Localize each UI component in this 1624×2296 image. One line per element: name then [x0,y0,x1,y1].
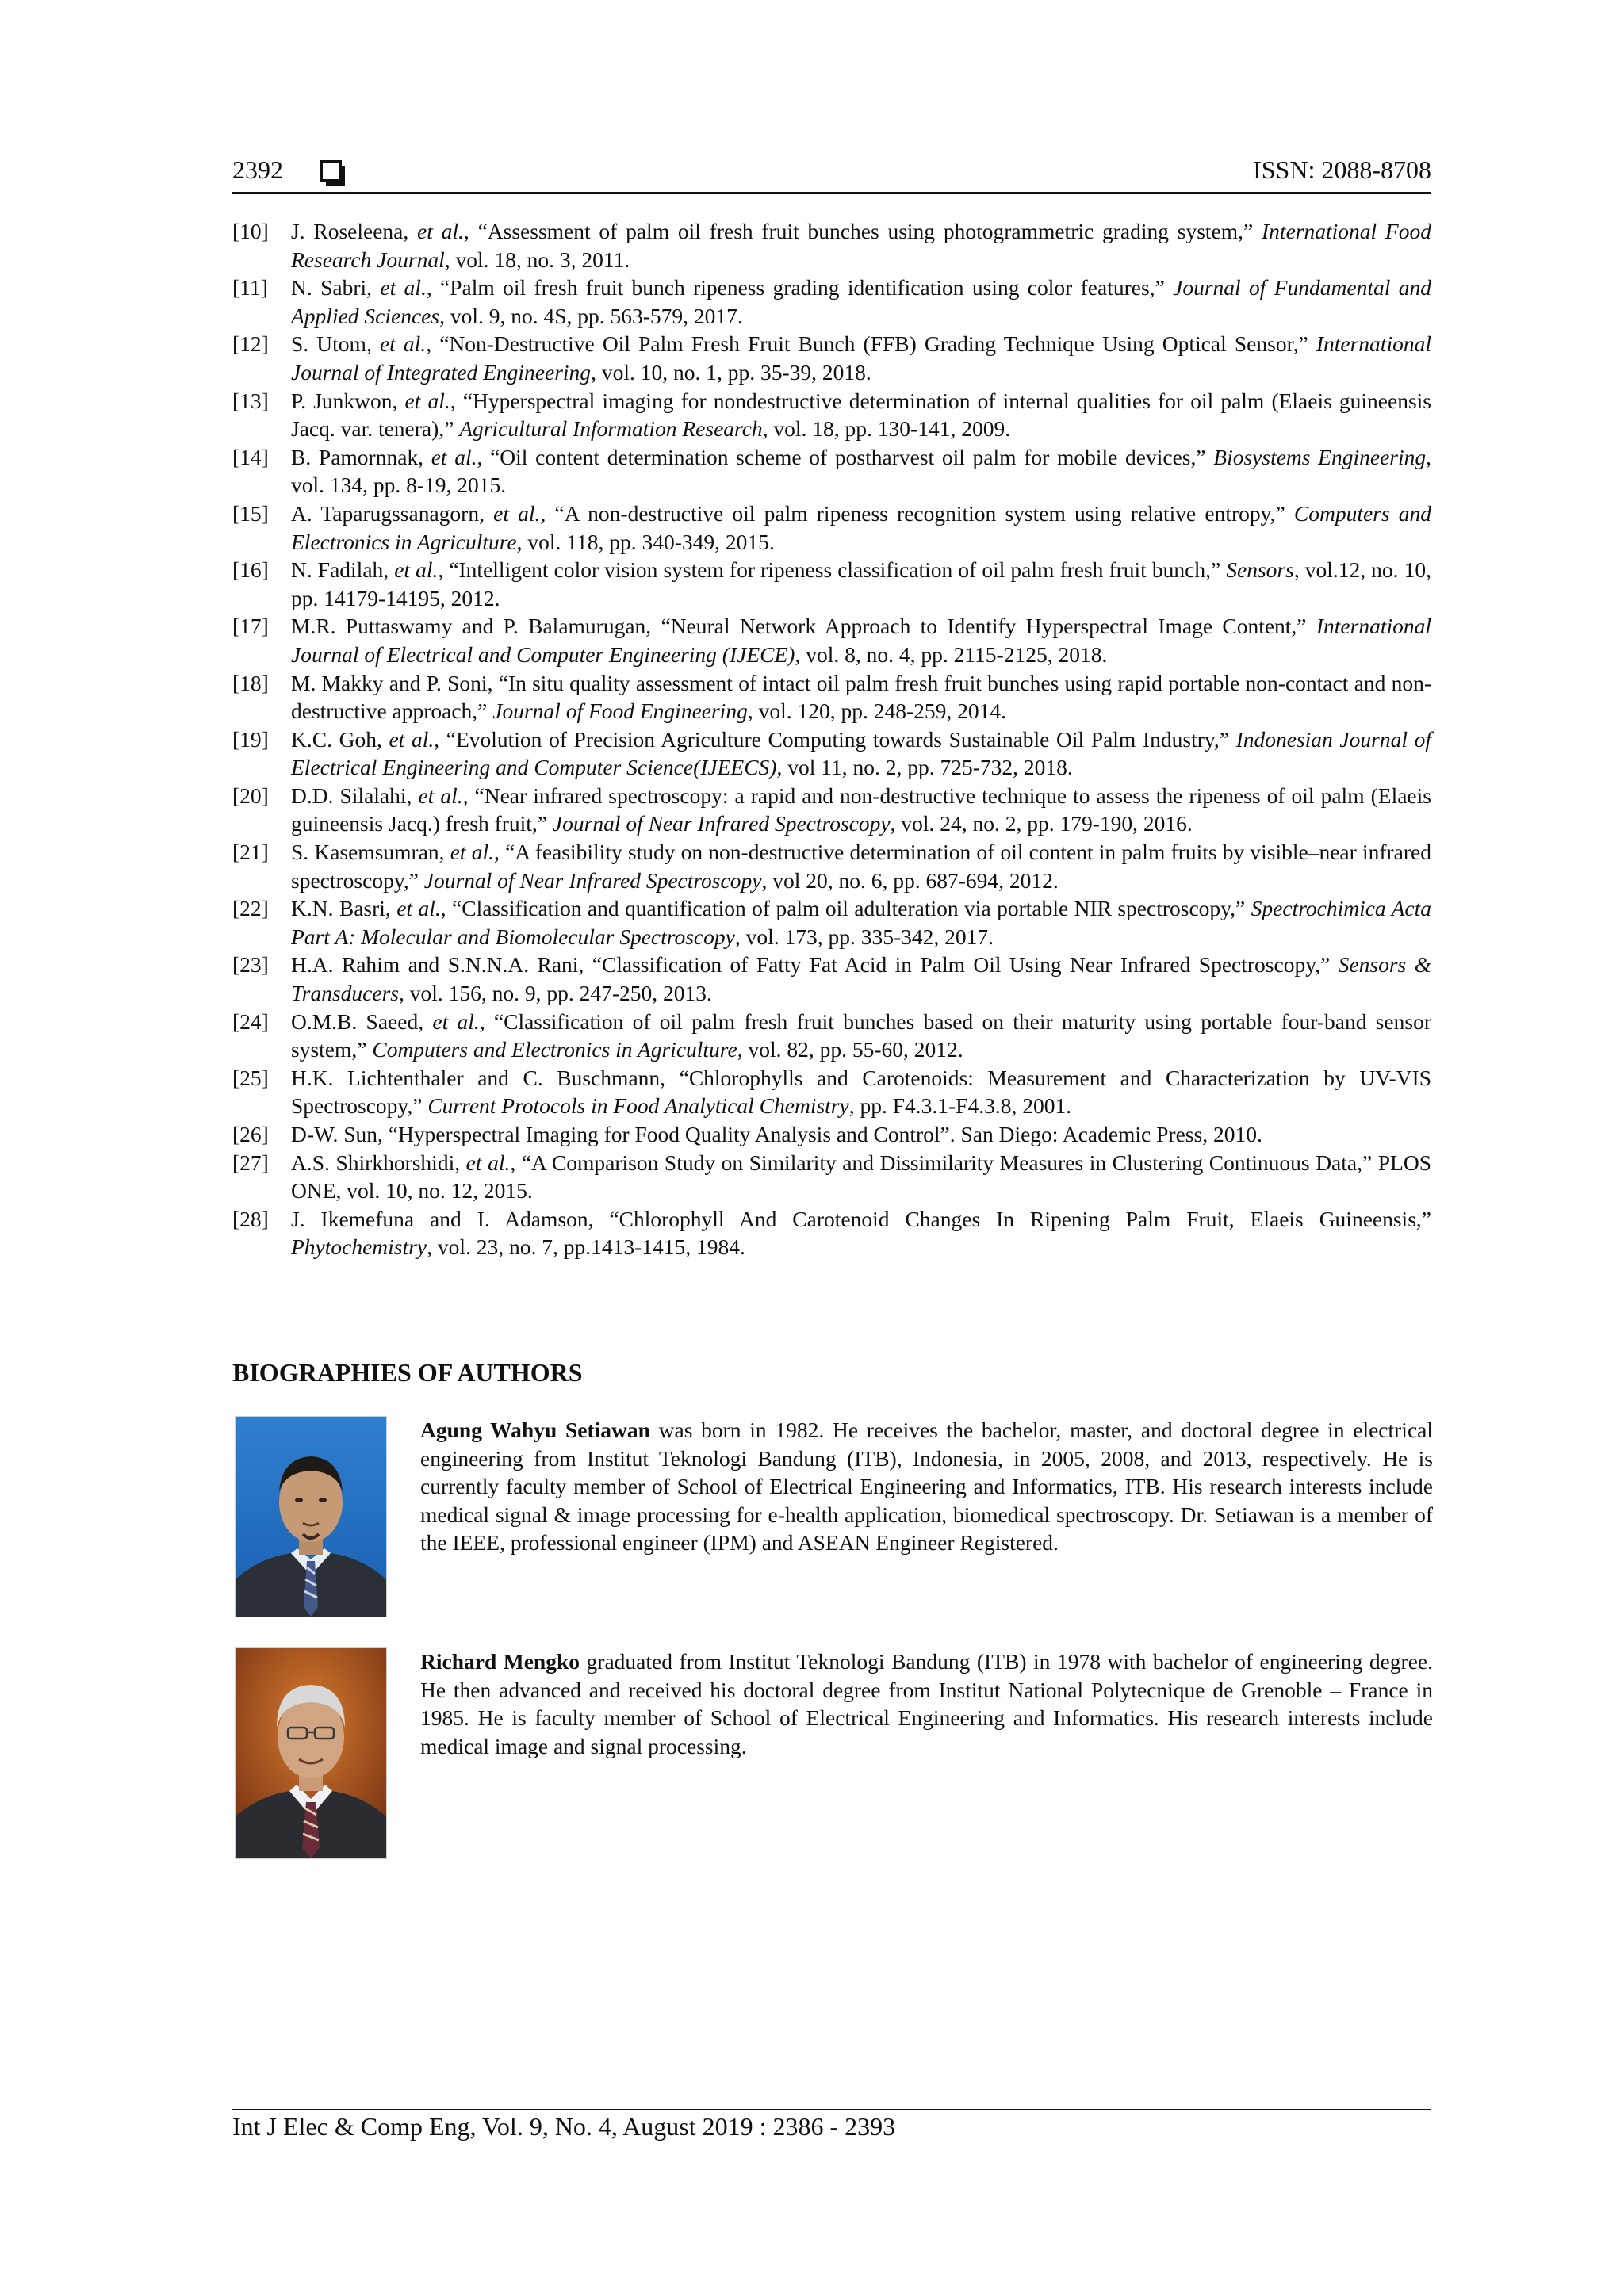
reference-list [232,217,1431,1261]
reference-number: [19] [232,726,269,752]
reference-number: [20] [232,783,269,808]
reference-number: [25] [232,1065,269,1090]
reference-text: M.R. Puttaswamy and P. Balamurugan, “Neural Network Approach to Identify Hyperspectral Image Content,” International Journal of Electrical and Computer Engineering (IJECE), vol. 8, no. 4, pp. 2115-2125, 2018. [291,614,1431,667]
reference-item [232,838,1431,894]
page-header [232,155,1431,193]
page-footer: Int J Elec & Comp Eng, Vol. 9, No. 4, August 2019 : 2386 - 2393 [232,2112,896,2141]
reference-number: [27] [232,1150,269,1175]
reference-item [232,612,1431,668]
reference-item [232,556,1431,612]
author-photo-mengko [235,1647,387,1859]
reference-item [232,894,1431,951]
reference-text: N. Fadilah, et al., “Intelligent color vision system for ripeness classification of oil palm fresh fruit bunch,” Sensors, vol.12, no. 10, pp. 14179-14195, 2012. [291,557,1431,610]
reference-item [232,951,1431,1007]
footer-rule [232,2109,1431,2110]
reference-number: [26] [232,1122,269,1146]
square-bullet-icon [320,160,342,182]
reference-number: [24] [232,1008,269,1034]
issn-label: ISSN: 2088-8708 [1253,155,1431,184]
reference-number: [10] [232,219,269,243]
author-bio-body: graduated from Institut Teknologi Bandung (ITB) in 1978 with bachelor of engineering degree. He then advanced and received his doctoral degree from Institut National Polytecnique de Grenoble – France in 1985. He is faculty member of School of Electrical Engineering and Informatics. His research interests include medical image and signal processing. [420,1649,1433,1758]
reference-number: [16] [232,557,269,583]
reference-text: D-W. Sun, “Hyperspectral Imaging for Food Quality Analysis and Control”. San Diego: Academic Press, 2010. [291,1122,1262,1146]
reference-text: A. Taparugssanagorn, et al., “A non-destructive oil palm ripeness recognition system using relative entropy,” Computers and Electronics in Agriculture, vol. 118, pp. 340-349, 2015. [291,500,1431,554]
reference-item [232,387,1431,443]
author-bio-2 [235,1647,1436,1862]
page-number: 2392 [232,155,283,184]
reference-item [232,1149,1431,1205]
reference-text: K.N. Basri, et al., “Classification and quantification of palm oil adulteration via portable NIR spectroscopy,” Spectrochimica Acta Part A: Molecular and Biomolecular Spectroscopy, vol. 173, pp. 335-342, 2017. [291,896,1431,949]
reference-item [232,1205,1431,1261]
reference-item [232,443,1431,499]
reference-item [232,217,1431,274]
header-rule [232,192,1431,194]
reference-item [232,330,1431,386]
author-bio-1 [235,1416,1436,1617]
reference-number: [28] [232,1206,269,1231]
reference-text: N. Sabri, et al., “Palm oil fresh fruit bunch ripeness grading identification using color features,” Journal of Fundamental and Applied Sciences, vol. 9, no. 4S, pp. 563-579, 2017. [291,275,1431,328]
author-name: Richard Mengko [420,1649,580,1674]
reference-item [232,725,1431,782]
author-bio-text-2 [420,1647,1433,1760]
author-photo-setiawan [235,1416,387,1617]
reference-number: [18] [232,670,269,695]
reference-item [232,274,1431,330]
reference-text: S. Kasemsumran, et al., “A feasibility study on non-destructive determination of oil content in palm fruits by visible–near infrared spectroscopy,” Journal of Near Infrared Spectroscopy, vol 20, no. 6, pp. 687-694, 2012. [291,840,1431,893]
reference-item [232,669,1431,725]
reference-text: J. Roseleena, et al., “Assessment of palm oil fresh fruit bunches using photogrammetric grading system,” International Food Research Journal, vol. 18, no. 3, 2011. [291,219,1431,272]
reference-text: A.S. Shirkhorshidi, et al., “A Comparison Study on Similarity and Dissimilarity Measures in Clustering Continuous Data,” PLOS ONE, vol. 10, no. 12, 2015. [291,1150,1431,1203]
reference-item [232,782,1431,838]
reference-text: D.D. Silalahi, et al., “Near infrared spectroscopy: a rapid and non-destructive technique to assess the ripeness of oil palm (Elaeis guineensis Jacq.) fresh fruit,” Journal of Near Infrared Spectroscopy, vol. 24, no. 2, pp. 179-190, 2016. [291,783,1431,836]
author-bio-text-1 [420,1416,1433,1557]
reference-number: [17] [232,614,269,639]
reference-item [232,1120,1431,1149]
reference-text: P. Junkwon, et al., “Hyperspectral imaging for nondestructive determination of internal qualities for oil palm (Elaeis guineensis Jacq. var. tenera),” Agricultural Information Research, vol. 18, pp. 130-141, 2009. [291,388,1431,442]
reference-number: [11] [232,275,268,300]
reference-number: [14] [232,444,269,469]
reference-number: [21] [232,840,269,865]
author-name: Agung Wahyu Setiawan [420,1418,650,1442]
author-bio-body: was born in 1982. He receives the bachelor, master, and doctoral degree in electrical engineering from Institut Teknologi Bandung (ITB), Indonesia, in 2005, 2008, and 2013, respectively. He is currently faculty member of School of Electrical Engineering and Informatics, ITB. His research interests include medical signal & image processing for e-health application, biomedical spectroscopy. Dr. Setiawan is a member of the IEEE, professional engineer (IPM) and ASEAN Engineer Registered. [420,1418,1433,1556]
reference-text: O.M.B. Saeed, et al., “Classification of oil palm fresh fruit bunches based on their maturity using portable four-band sensor system,” Computers and Electronics in Agriculture, vol. 82, pp. 55-60, 2012. [291,1008,1431,1062]
reference-number: [15] [232,500,269,526]
reference-text: H.A. Rahim and S.N.N.A. Rani, “Classification of Fatty Fat Acid in Palm Oil Using Near Infrared Spectroscopy,” Sensors & Transducers, vol. 156, no. 9, pp. 247-250, 2013. [291,952,1432,1006]
reference-text: H.K. Lichtenthaler and C. Buschmann, “Chlorophylls and Carotenoids: Measurement and Characterization by UV-VIS Spectroscopy,” Current Protocols in Food Analytical Chemistry, pp. F4.3.1-F4.3.8, 2001. [291,1065,1431,1119]
reference-text: J. Ikemefuna and I. Adamson, “Chlorophyll And Carotenoid Changes In Ripening Palm Fruit, Elaeis Guineensis,” Phytochemistry, vol. 23, no. 7, pp.1413-1415, 1984. [291,1206,1431,1260]
reference-number: [12] [232,331,269,357]
reference-item [232,1064,1431,1120]
reference-text: K.C. Goh, et al., “Evolution of Precision Agriculture Computing towards Sustainable Oil Palm Industry,” Indonesian Journal of Electrical Engineering and Computer Science(IJEECS), vol 11, no. 2, pp. 725-732, 2018. [291,726,1431,780]
reference-item [232,499,1431,556]
reference-number: [23] [232,952,269,978]
reference-text: M. Makky and P. Soni, “In situ quality assessment of intact oil palm fresh fruit bunches using rapid portable non-contact and non-destructive approach,” Journal of Food Engineering, vol. 120, pp. 248-259, 2014. [291,670,1431,724]
reference-text: S. Utom, et al., “Non-Destructive Oil Palm Fresh Fruit Bunch (FFB) Grading Technique Using Optical Sensor,” International Journal of Integrated Engineering, vol. 10, no. 1, pp. 35-39, 2018. [291,331,1431,385]
reference-item [232,1008,1431,1064]
reference-number: [22] [232,896,269,921]
biographies-heading: BIOGRAPHIES OF AUTHORS [232,1358,583,1387]
reference-number: [13] [232,388,269,413]
reference-text: B. Pamornnak, et al., “Oil content determination scheme of postharvest oil palm for mobile devices,” Biosystems Engineering, vol. 134, pp. 8-19, 2015. [291,444,1431,498]
